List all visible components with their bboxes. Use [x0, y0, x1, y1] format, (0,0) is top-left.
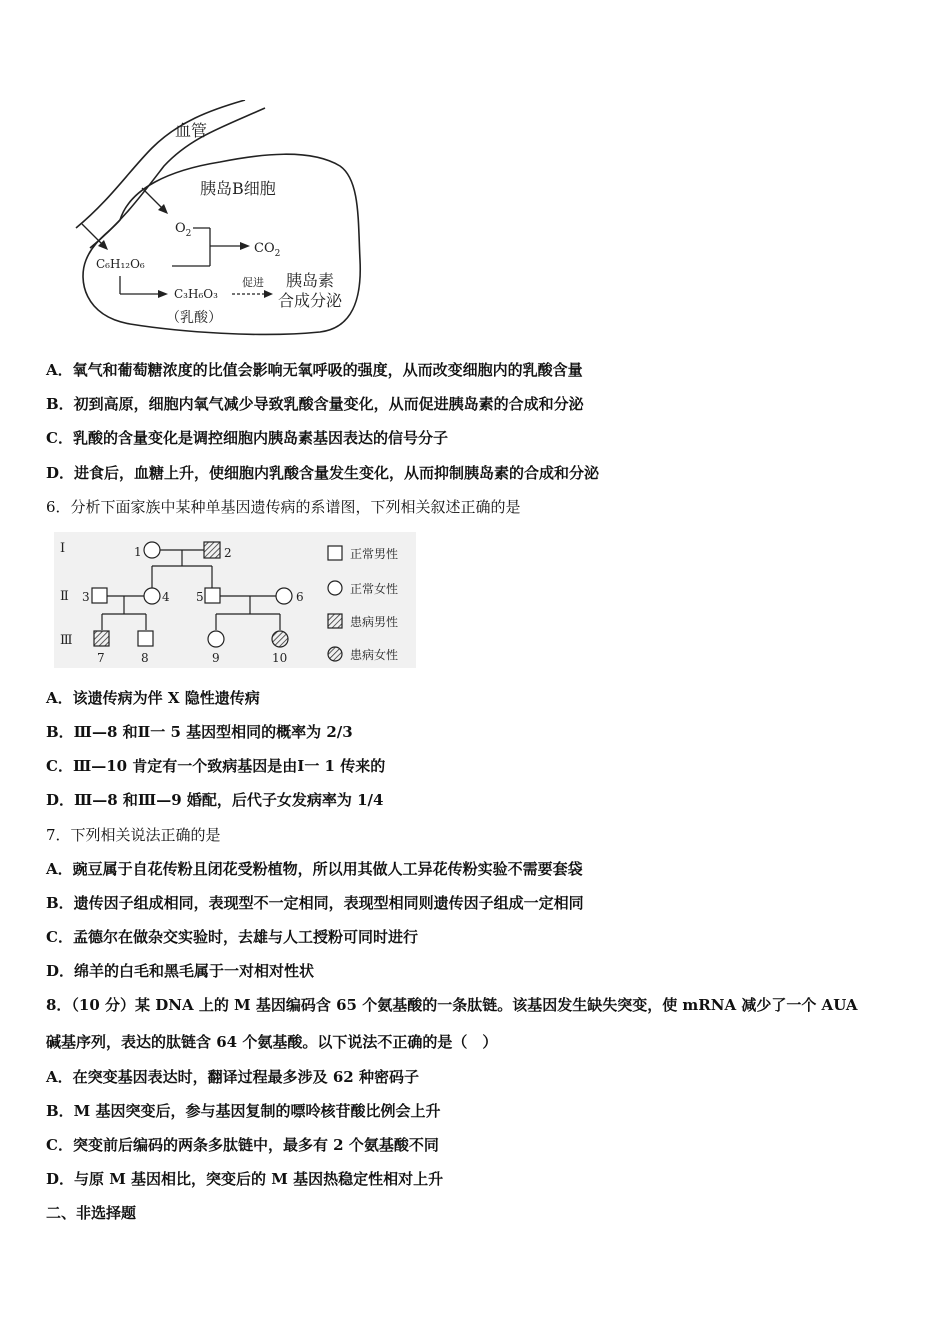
q8-option-d: D．与原 M 基因相比，突变后的 M 基因热稳定性相对上升 — [46, 1170, 444, 1188]
gen-1-label: Ⅰ — [60, 541, 66, 556]
individual-9-normal-female — [208, 631, 224, 647]
q8-option-a: A．在突变基因表达时，翻译过程最多涉及 62 种密码子 — [46, 1068, 419, 1086]
q5-option-a: A．氧气和葡萄糖浓度的比值会影响无氧呼吸的强度，从而改变细胞内的乳酸含量 — [46, 361, 583, 379]
q5-option-c: C．乳酸的含量变化是调控细胞内胰岛素基因表达的信号分子 — [46, 429, 448, 447]
q8-stem-line-1: 8．（10 分）某 DNA 上的 M 基因编码含 65 个氨基酸的一条肽链。该基因发生缺失突变，使 mRNA 减少了一个 AUA — [46, 996, 858, 1014]
q8-option-b: B．M 基因突变后，参与基因复制的嘌呤核苷酸比例会上升 — [46, 1102, 441, 1120]
q6-option-a: A．该遗传病为伴 X 隐性遗传病 — [46, 689, 260, 707]
gen-2-label: Ⅱ — [60, 589, 69, 604]
q5-option-b: B．初到高原，细胞内氧气减少导致乳酸含量变化，从而促进胰岛素的合成和分泌 — [46, 395, 584, 413]
q8-option-c: C．突变前后编码的两条多肽链中，最多有 2 个氨基酸不同 — [46, 1136, 439, 1154]
id-10: 10 — [272, 651, 288, 665]
promote-arrowhead — [264, 290, 273, 298]
insulin-label-1: 胰岛素 — [286, 271, 335, 290]
legend-affected-female: 患病女性 — [350, 648, 399, 662]
individual-8-normal-male — [138, 631, 153, 646]
islet-cell-diagram — [60, 100, 370, 340]
o2-label: $O_2$ — [175, 221, 192, 239]
id-6: 6 — [296, 590, 304, 604]
id-1: 1 — [134, 545, 142, 559]
q6-stem: 6．分析下面家族中某种单基因遗传病的系谱图，下列相关叙述正确的是 — [46, 498, 521, 516]
individual-2-affected-male — [204, 542, 220, 558]
q8-stem-line-2: 碱基序列，表达的肽链含 64 个氨基酸。以下说法不正确的是（ ） — [46, 1033, 498, 1051]
q5-option-d: D．进食后，血糖上升，使细胞内乳酸含量发生变化，从而抑制胰岛素的合成和分泌 — [46, 464, 600, 482]
q7-option-c: C．孟德尔在做杂交实验时，去雄与人工授粉可同时进行 — [46, 928, 418, 946]
co2-arrowhead — [240, 242, 250, 250]
cell-label: 胰岛B细胞 — [200, 179, 276, 198]
individual-10-affected-female — [272, 631, 288, 647]
q7-stem: 7．下列相关说法正确的是 — [46, 826, 221, 844]
legend-normal-female-symbol — [328, 581, 342, 595]
co2-label: $CO_2$ — [254, 241, 281, 259]
q7-option-a: A．豌豆属于自花传粉且闭花受粉植物，所以用其做人工异花传粉实验不需要套袋 — [46, 860, 583, 878]
legend-normal-female: 正常女性 — [350, 582, 399, 596]
id-5: 5 — [196, 590, 204, 604]
lactate-label: C₃H₆O₃ — [174, 287, 218, 301]
individual-7-affected-male — [94, 631, 109, 646]
id-9: 9 — [212, 651, 220, 665]
legend-affected-male: 患病男性 — [350, 615, 399, 629]
individual-5-normal-male — [205, 588, 220, 603]
q7-option-d: D．绵羊的白毛和黑毛属于一对相对性状 — [46, 962, 315, 980]
id-3: 3 — [82, 590, 90, 604]
id-2: 2 — [224, 546, 232, 560]
legend-affected-male-symbol — [328, 614, 342, 628]
section-2-heading: 二、非选择题 — [46, 1204, 137, 1222]
id-8: 8 — [141, 651, 149, 665]
legend-normal-male: 正常男性 — [350, 547, 399, 561]
individual-6-normal-female — [276, 588, 292, 604]
insulin-label-2: 合成分泌 — [278, 291, 343, 310]
individual-3-normal-male — [92, 588, 107, 603]
glucose-entry-arrow — [82, 224, 104, 246]
q6-option-c: C．Ⅲ—10 肯定有一个致病基因是由Ⅰ一 1 传来的 — [46, 757, 386, 775]
lactate-arrowhead — [158, 290, 168, 298]
vessel-label: 血管 — [175, 121, 208, 140]
gen-3-label: Ⅲ — [60, 633, 73, 648]
pedigree-chart — [54, 532, 416, 668]
glucose-label: C₆H₁₂O₆ — [96, 257, 145, 271]
q6-option-b: B．Ⅲ—8 和Ⅱ一 5 基因型相同的概率为 2/3 — [46, 723, 353, 741]
legend-affected-female-symbol — [328, 647, 342, 661]
q7-option-b: B．遗传因子组成相同，表现型不一定相同，表现型相同则遗传因子组成一定相同 — [46, 894, 584, 912]
o2-entry-arrow — [142, 188, 164, 210]
legend-normal-male-symbol — [328, 546, 342, 560]
id-4: 4 — [162, 590, 170, 604]
id-7: 7 — [97, 651, 105, 665]
lactate-name: （乳酸） — [166, 310, 222, 326]
promote-label: 促进 — [242, 276, 264, 289]
q6-option-d: D．Ⅲ—8 和Ⅲ—9 婚配，后代子女发病率为 1/4 — [46, 791, 384, 809]
individual-1-normal-female — [144, 542, 160, 558]
individual-4-normal-female — [144, 588, 160, 604]
